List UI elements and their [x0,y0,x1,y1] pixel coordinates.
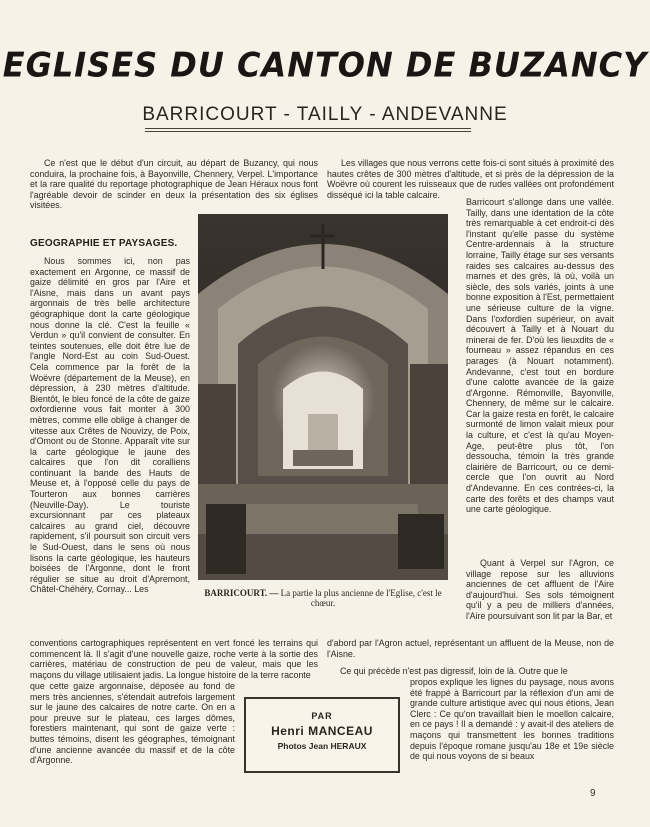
church-interior-photo [198,214,448,580]
credit-author: Henri MANCEAU [271,724,373,738]
column-left: Nous sommes ici, non pas exactement en Argonne, ce massif de gaize délimité en gros par l'Aire et l'Aisne, mais dans un avant pays argonnais de très belle architecture géographique dont la carte géologique nous donne la clé. C'est la feuille « Verdun » qu'il convient de consulter. En teintes soutenues, elle doit être lue de l'angle Nord-Est au coin Sud-Ouest. Cela commence par la forêt de la Woëvre (département de la Meuse), en dépression, à 230 mètres d'altitude. Bientôt, le bleu foncé de la côte de gaize oxfordienne vous fait monter à 300 mètres, comme elle oblige à changer de vitesse aux Crêtes de Nouvizy, de Poix, d'Omont ou de Stonne. Apparaît vite sur la carte géologique le jaune des calcaires que l'on dit coralliens continuant la bande des Hauts de Meuse et, à l'opposé celle du pays de Tourteron aux bonnes carrières (Neuville-Day). Le touriste excursionnant par ces plateaux calcaires au grand ciel, découvre rapidement, s'il poursuit son circuit vers le Sud-Ouest, dans le sens où nous lisons la carte géologique, les hauteurs boisées de l'Argonne, dont le front régulier se situe au droit d'Apremont, Châtel-Chéhéry, Cornay... Les [30,256,190,595]
caption-text: La partie la plus ancienne de l'Eglise, c'est le chœur. [280,588,442,608]
page-title: EGLISES DU CANTON DE BUZANCY [2,45,648,85]
credit-photos: Photos Jean HERAUX [277,741,367,751]
column-right-3-lead: Ce qui précède n'est pas digressif, loin de là. Outre que le [340,666,568,676]
column-right: Barricourt s'allonge dans une vallée. Tailly, dans une identation de la côte très remarquable à cet endroit-ci dès l'instant qu'elle passe du système Centre-ardennais à la structure lorraine, Tailly étage sur ses versants raides ses calcaires au-dessus des marnes et des grès, là où, voilà un siècle, des sols variés, joints à une bonne exposition à l'Est, permettaient une sérieuse culture de la vigne. Dans l'oxfordien supérieur, on avait découvert à Tailly et à Nouart du minerai de fer. D'où les lieuxdits de « fourneau » assez répandus en ces parages (à Nouart notamment). Andevanne, c'est tout en bordure d'une calotte avancée de la gaize d'Argonne. Rémonville, Bayonville, Chennery, de même sur le calcaire. Car la gaize resta en forêt, le calcaire surmonté de limon valait mieux pour la culture, et c'est là qu'au Moyen-Age, peut-être plus tôt, l'on dessoucha, témoin la très grande clairière de Barricourt, ou ce demi-cercle que l'on ouvrit au Nord d'Andevanne. En ces contrées-ci, la carte des forêts et des champs vaut une carte géologique. [466,197,614,515]
title-rule-top [145,128,471,129]
column-right-2: Quant à Verpel sur l'Agron, ce village repose sur les alluvions anciennes de cet affluent de l'Aire d'aujourd'hui. Ses sols témoignent qu'il y a peu de milliers d'années, l'Aire poursuivant son lit par la Bar, et [466,558,614,621]
title-rule-bottom [145,131,471,132]
photo-caption [198,588,448,608]
column-bottom-left: que cette gaize argonnaise, déposée au fond de mers très anciennes, s'étendait autrefois largement sur le jaune des calcaires de notre carte. On en a pour preuve sur le plateau, ces larges dômes, forestiers maintenant, qui sont de gaize verte : buttes témoins, disent les géographes, témoignant d'une ancienne avancée du massif et de la côte d'Argonne. [30,681,235,766]
column-right-wide: d'abord par l'Agron actuel, représentant un affluent de la Meuse, non de l'Aisne. [327,638,614,659]
credit-par: PAR [311,711,333,721]
intro-left: Ce n'est que le début d'un circuit, au départ de Buzancy, qui nous conduira, la prochaine fois, à Bayonville, Chennery, Verpel. L'importance et la rare qualité du reportage photographique de Jean Héraux nous font l'agréable devoir de scinder en deux la présentation des six églises visitées. [30,158,318,211]
column-bottom-wide: conventions cartographiques représentent en vert foncé les terrains qui commencent là. Il s'agit d'une nouvelle gaize, roche verte à la sortie des carrières, matériau de construction de peu de valeur, mais que les maçons du village utilisaient jadis. La longue histoire de la terre raconte [30,638,318,680]
page-number: 9 [590,788,596,799]
church-interior-image [198,214,448,580]
caption-place: BARRICOURT. — [204,588,279,598]
intro-right: Les villages que nous verrons cette fois-ci sont situés à proximité des hautes crêtes de 300 mètres d'altitude, et si près de la dépression de la Woëvre où courent les ruisseaux que de rudes vallées ont profondément disséqué ici la table calcaire. [327,158,614,200]
page-subtitle: BARRICOURT - TAILLY - ANDEVANNE [142,104,508,125]
author-credit-box [244,697,400,773]
column-right-3: propos explique les lignes du paysage, nous avons été frappé à Barricourt par la réflexion d'un ami de grande culture artistique avec qui nous étions, Jean Clerc : Ce qu'on travaillait bien le moellon calcaire, en ce pays ! Il a demandé : y avait-il des ateliers de maçons qui transmettent les bonnes traditions depuis l'époque romane jusqu'au 18e et 19e siècle de qui nous voyons de si beaux [410,677,614,762]
section-heading: GEOGRAPHIE ET PAYSAGES. [30,238,178,249]
